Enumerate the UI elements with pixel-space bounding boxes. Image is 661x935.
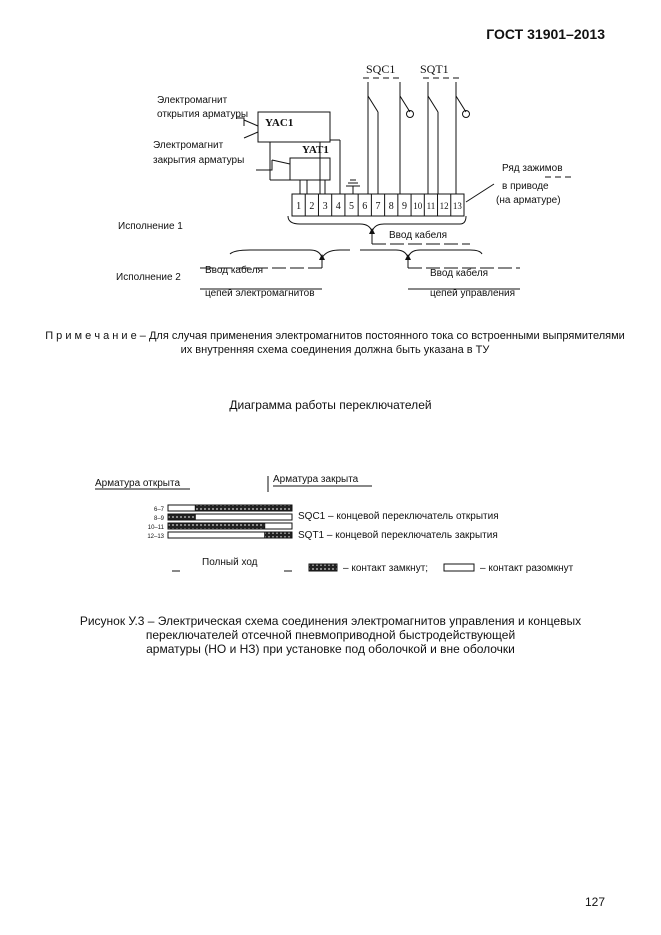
armature-closed-label: Арматура закрыта bbox=[273, 474, 359, 485]
terminal-number: 7 bbox=[375, 201, 381, 212]
terminal-number: 5 bbox=[349, 201, 355, 212]
cable-entry-arrow-v1 bbox=[369, 228, 375, 234]
cable-entry-ctrl-label: Ввод кабеля bbox=[430, 268, 489, 279]
ground-icon bbox=[346, 180, 360, 194]
terminal-row-label-1: Ряд зажимов bbox=[502, 163, 563, 174]
caption-line-3: арматуры (НО и НЗ) при установке под оболочкой и вне оболочки bbox=[146, 642, 515, 656]
version2-label: Исполнение 2 bbox=[116, 272, 181, 283]
terminal-number: 4 bbox=[335, 201, 341, 212]
yat1-label: YAT1 bbox=[302, 144, 329, 156]
terminal-number: 8 bbox=[388, 201, 394, 212]
switch-sqc1 bbox=[363, 78, 414, 194]
figure-caption bbox=[0, 614, 661, 656]
switch-diagram-title: Диаграмма работы переключателей bbox=[229, 398, 432, 412]
em-close-label-1: Электромагнит bbox=[153, 140, 224, 151]
switch-row-label: 6–7 bbox=[153, 507, 164, 513]
terminal-number: 1 bbox=[296, 201, 302, 212]
switch-row-closed-segment bbox=[168, 514, 195, 520]
terminal-number: 6 bbox=[362, 201, 368, 212]
note bbox=[40, 329, 630, 357]
ctrl-circuits-label: цепей управления bbox=[430, 288, 516, 299]
cable-entry-arrow-ctrl bbox=[405, 254, 411, 260]
note-text: – Для случая применения электромагнитов постоянного тока со встроенными выпрямителями их внутренняя схема соединения должна быть указана в ТУ bbox=[136, 330, 625, 356]
terminal-number: 9 bbox=[401, 201, 407, 212]
sqc1-description: SQC1 – концевой переключатель открытия bbox=[298, 511, 499, 522]
terminal-row-label-3: (на арматуре) bbox=[496, 195, 561, 206]
document-number: ГОСТ 31901–2013 bbox=[486, 26, 605, 42]
switch-row-closed-segment bbox=[168, 523, 265, 529]
cable-entry-em-label: Ввод кабеля bbox=[205, 265, 264, 276]
terminal-number: 2 bbox=[309, 201, 315, 212]
sqt1-label: SQT1 bbox=[420, 62, 449, 76]
legend-closed-label: – контакт замкнут; bbox=[343, 563, 429, 574]
terminal-number: 13 bbox=[452, 201, 462, 211]
switch-row-label: 10–11 bbox=[147, 525, 164, 531]
armature-open-label: Арматура открыта bbox=[95, 478, 181, 489]
em-close-label-2: закрытия арматуры bbox=[153, 155, 245, 166]
terminal-number: 10 bbox=[413, 201, 423, 211]
page-number: 127 bbox=[584, 895, 605, 909]
caption-line-1: Рисунок У.3 – Электрическая схема соединения электромагнитов управления и концевых bbox=[79, 614, 582, 628]
terminal-row-label-2: в приводе bbox=[502, 181, 549, 192]
cable-entry-v1-label: Ввод кабеля bbox=[389, 230, 448, 241]
terminal-number: 11 bbox=[426, 201, 436, 211]
switch-row-label: 8–9 bbox=[153, 516, 164, 522]
sqt1-description: SQT1 – концевой переключатель закрытия bbox=[298, 530, 498, 541]
switch-sqt1 bbox=[423, 78, 470, 194]
legend-open-label: – контакт разомкнут bbox=[480, 563, 574, 574]
em-open-label-2: открытия арматуры bbox=[157, 109, 249, 120]
em-circuits-label: цепей электромагнитов bbox=[205, 288, 315, 299]
switch-row-label: 12–13 bbox=[147, 534, 164, 540]
em-open-label-1: Электромагнит bbox=[157, 95, 228, 106]
sqc1-label: SQC1 bbox=[366, 62, 396, 76]
caption-line-2: переключателей отсечной пневмоприводной быстродействующей bbox=[145, 628, 516, 642]
switch-row-closed-segment bbox=[265, 532, 292, 538]
switch-diagram bbox=[95, 474, 574, 574]
terminal-number: 12 bbox=[439, 201, 449, 211]
legend-closed-swatch bbox=[309, 564, 337, 571]
note-lead: П р и м е ч а н и е bbox=[45, 330, 137, 342]
full-stroke-label: Полный ход bbox=[202, 557, 258, 568]
switch-row-closed-segment bbox=[195, 505, 292, 511]
terminal-number: 3 bbox=[322, 201, 328, 212]
legend-open-swatch bbox=[444, 564, 474, 571]
version1-label: Исполнение 1 bbox=[118, 221, 183, 232]
yac1-label: YAC1 bbox=[265, 117, 294, 129]
